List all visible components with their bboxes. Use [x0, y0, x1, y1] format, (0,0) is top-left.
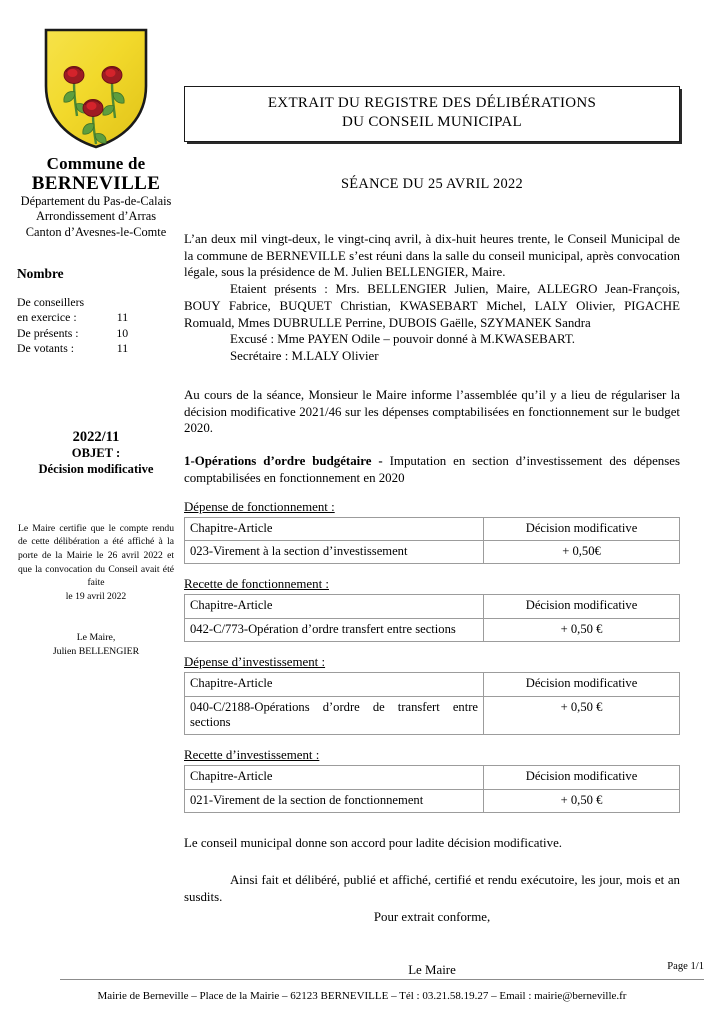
budget-table-recette-investissement: [184, 765, 680, 813]
paragraph-accord: Le conseil municipal donne son accord pour ladite décision modificative.: [184, 835, 563, 850]
table-row: [185, 696, 680, 735]
commune-name: BERNEVILLE: [31, 173, 161, 195]
paragraph-ainsi-fait: Ainsi fait et délibéré, publié et affiché, certifié et rendu exécutoire, les jour, mois et an susdits.: [184, 872, 680, 904]
cell-decision: + 0,50€: [484, 541, 680, 564]
table-row: [17, 341, 128, 357]
attendance-counts-block: [8, 266, 184, 357]
footer-divider: [60, 979, 704, 980]
table-row: [17, 326, 128, 342]
paragraph-secretaire: Secrétaire : M.LALY Olivier: [230, 349, 379, 364]
sidebar-signature: [8, 631, 184, 657]
operations-heading: 1-Opérations d’ordre budgétaire -: [184, 454, 390, 469]
session-date: SÉANCE DU 25 AVRIL 2022: [341, 175, 523, 192]
paragraph-convocation: L’an deux mil vingt-deux, le vingt-cinq avril, à dix-huit heures trente, le Conseil Municipal de la commune de BERNEVILLE s’est réuni dans la salle du conseil municipal, après convocation légale, sous la présidence de M. Julien BELLENGIER, Maire.: [184, 231, 680, 280]
cell-decision: + 0,50 €: [484, 789, 680, 812]
count-label: en exercice :: [17, 310, 77, 325]
table-row: [185, 789, 680, 812]
column-header-decision: Décision modificative: [484, 517, 680, 540]
column-header-decision: Décision modificative: [484, 766, 680, 789]
column-header-decision: Décision modificative: [484, 673, 680, 696]
column-header-chapitre: Chapitre-Article: [185, 595, 484, 618]
paragraph-regularisation: Au cours de la séance, Monsieur le Maire informe l’assemblée qu’il y a lieu de régulariser la décision modificative 2021/46 sur les dépenses comptabilisées en fonctionnement sur le budget 2020.: [184, 387, 680, 436]
document-title-line-1: EXTRAIT DU REGISTRE DES DÉLIBÉRATIONS: [267, 95, 597, 111]
table-header-row: [185, 766, 680, 789]
arrondissement-label: Arrondissement d’Arras: [35, 209, 157, 224]
paragraph-presents: Etaient présents : Mrs. BELLENGIER Julien, Maire, ALLEGRO Jean-François, BOUY Fabrice, BUQUET Christian, KWASEBART Michel, LALY Olivier, PIGACHE Romuald, Mmes DUBRULLE Perrine, DUBOIS Gaëlle, SZYMANEK Sandra: [184, 282, 680, 330]
paragraph-excuse: Excusé : Mme PAYEN Odile – pouvoir donné à M.KWASEBART.: [230, 332, 575, 347]
le-maire-signature-line: Le Maire: [408, 963, 456, 978]
table-row: [185, 541, 680, 564]
table-caption-recette-fonctionnement: Recette de fonctionnement :: [184, 577, 329, 592]
pour-extrait-conforme: Pour extrait conforme,: [373, 910, 491, 925]
coat-of-arms-icon: [40, 26, 152, 150]
table-row: [17, 295, 128, 311]
table-header-row: [185, 517, 680, 540]
cell-decision: + 0,50 €: [484, 696, 680, 735]
table-row: [185, 618, 680, 641]
department-label: Département du Pas-de-Calais: [20, 194, 172, 209]
certification-body: Le Maire certifie que le compte rendu de cette délibération a été affiché à la porte de la Mairie le 26 avril 2022 et que la convocation du Conseil avait été faite: [18, 522, 174, 589]
deliberation-number: 2022/11: [72, 428, 120, 445]
count-label: De présents :: [17, 325, 79, 340]
count-value: 11: [116, 310, 129, 325]
budget-table-recette-fonctionnement: [184, 594, 680, 642]
objet-label: OBJET :: [71, 446, 121, 461]
nombre-heading: Nombre: [17, 265, 64, 281]
document-title-box: [184, 86, 680, 142]
column-header-chapitre: Chapitre-Article: [185, 766, 484, 789]
paragraph-operations: [184, 453, 680, 487]
objet-block: [8, 429, 184, 478]
count-value: 11: [116, 341, 129, 356]
cell-chapitre: 023-Virement à la section d’investissement: [185, 541, 484, 564]
column-header-chapitre: Chapitre-Article: [185, 517, 484, 540]
table-caption-recette-investissement: Recette d’investissement :: [184, 748, 320, 763]
certification-text: [8, 522, 184, 604]
document-main-column: [184, 86, 680, 979]
count-label: De votants :: [17, 341, 75, 356]
budget-table-depense-investissement: [184, 672, 680, 735]
table-header-row: [185, 595, 680, 618]
footer-address: Mairie de Berneville – Place de la Mairie – 62123 BERNEVILLE – Tél : 03.21.58.19.27 – Email : mairie@berneville.fr: [97, 990, 627, 1002]
crest-container: [8, 26, 184, 150]
table-row: [17, 310, 128, 326]
cell-chapitre: 021-Virement de la section de fonctionnement: [185, 789, 484, 812]
column-header-decision: Décision modificative: [484, 595, 680, 618]
objet-value: Décision modificative: [38, 462, 154, 477]
cell-decision: + 0,50 €: [484, 618, 680, 641]
page-number: Page 1/1: [667, 961, 704, 972]
column-header-chapitre: Chapitre-Article: [185, 673, 484, 696]
budget-table-depense-fonctionnement: [184, 517, 680, 565]
signature-name: Julien BELLENGIER: [52, 645, 140, 657]
document-sidebar: [8, 26, 184, 658]
table-header-row: [185, 673, 680, 696]
cell-chapitre: 040-C/2188-Opérations d’ordre de transfert entre sections: [185, 696, 484, 735]
count-value: [106, 295, 128, 311]
count-value: 10: [116, 325, 129, 340]
signature-title: Le Maire,: [76, 632, 116, 644]
cell-chapitre: 042-C/773-Opération d’ordre transfert entre sections: [185, 618, 484, 641]
canton-label: Canton d’Avesnes-le-Comte: [25, 224, 167, 239]
table-caption-depense-investissement: Dépense d’investissement :: [184, 655, 326, 670]
document-title-line-2: DU CONSEIL MUNICIPAL: [342, 113, 522, 130]
operations-detail: Imputation en section d’investissement des dépenses comptabilisées en fonctionnement en 2020: [184, 454, 680, 485]
count-label: De conseillers: [17, 294, 85, 309]
commune-label: Commune de: [46, 154, 146, 173]
certification-date: le 19 avril 2022: [65, 590, 127, 602]
attendance-counts-table: [17, 295, 128, 357]
table-caption-depense-fonctionnement: Dépense de fonctionnement :: [184, 499, 335, 514]
